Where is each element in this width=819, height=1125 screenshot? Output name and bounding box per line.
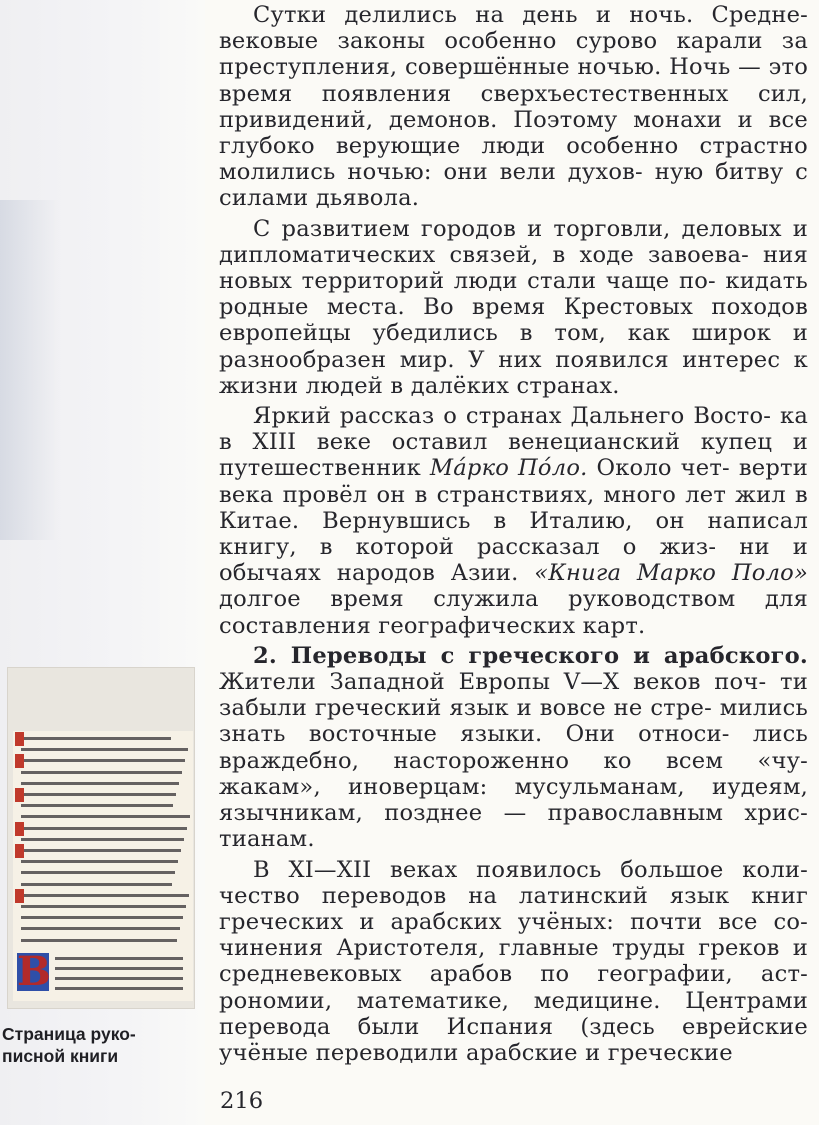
- caption-line-2: писной книги: [2, 1046, 119, 1066]
- manuscript-red-initial: [15, 844, 24, 858]
- main-text: [219, 2, 808, 1066]
- paragraph-marco-polo: Яркий рассказ о странах Дальнего Восто- ка в XIII веке оставил венецианский купец и путешественник Ма́рко По́ло. Около чет- верти века провёл он в странствиях, много лет жил в Китае. Вернувшись в Италию, он написал книгу, в которой рассказал о жиз- ни и обычаях народов Азии. «Книга Марко Поло» долгое время служила руководством для составления географических карт.: [219, 403, 809, 639]
- manuscript-text-line: [21, 916, 183, 919]
- manuscript-text-line: [21, 759, 185, 762]
- manuscript-text-line: [21, 927, 180, 930]
- book-title-end: Поло»: [731, 560, 808, 587]
- manuscript-text-line: [21, 894, 189, 897]
- manuscript-text-line: [21, 905, 186, 908]
- manuscript-text-line: [21, 939, 177, 942]
- paragraph-xi-xii: В XI—XII веках появилось большое коли- чество переводов на латинский язык книг греческих и арабских учёных: почти все со- чинения Аристотеля, главные труды греков и средневековых арабов по географии, аст- рономии, математике, медицине. Центрами перевода были Испания (здесь еврейские учёные переводили арабские и греческие: [219, 856, 808, 1066]
- illuminated-initial: B: [17, 948, 51, 995]
- manuscript-image: [7, 667, 195, 1009]
- manuscript-text-line: [21, 838, 184, 841]
- manuscript-text-line: [21, 871, 175, 874]
- manuscript-text-line: [21, 849, 181, 852]
- manuscript-red-initial: [15, 822, 24, 836]
- manuscript-text-line: [21, 815, 190, 818]
- manuscript-text-line: [21, 827, 187, 830]
- manuscript-text-line: [21, 771, 182, 774]
- manuscript-text-line: [55, 957, 183, 960]
- manuscript-text-line: [21, 804, 173, 807]
- marco-polo-name: Ма́рко По́ло.: [429, 455, 588, 482]
- manuscript-text-line: [21, 793, 176, 796]
- manuscript-text-line: [21, 782, 179, 785]
- manuscript-red-initial: [15, 732, 24, 746]
- margin-bleed: [0, 200, 60, 540]
- manuscript-text-line: [55, 967, 183, 970]
- book-title: «Книга Марко: [534, 560, 717, 587]
- manuscript-red-initial: [15, 754, 24, 768]
- manuscript-text-line: [21, 860, 178, 863]
- manuscript-text-line: [21, 748, 188, 751]
- paragraph-travel: С развитием городов и торговли, деловых и дипломатических связей, в ходе завоева- ния новых территорий люди стали чаще по- кидать родные места. Во время Крестовых походов европейцы убедились в том, как широк и разнообразен мир. У них появился интерес к жизни людей в далёких странах.: [219, 215, 809, 399]
- manuscript-text-line: [55, 977, 183, 980]
- manuscript-page: [13, 731, 193, 1001]
- paragraph-translations: 2. Переводы с греческого и арабского. Жители Западной Европы V—X веков поч- ти забыли греческий язык и вовсе не стре- мились знать восточные языки. Они относи- лись враждебно, настороженно ко всем «чу- жакам», иноверцам: мусульманам, иудеям, язычникам, позднее — православным хрис- тианам.: [219, 642, 808, 853]
- figure-caption: [2, 1023, 202, 1067]
- manuscript-red-initial: [15, 788, 24, 802]
- manuscript-text-line: [21, 883, 172, 886]
- caption-line-1: Страница руко-: [2, 1024, 136, 1044]
- page-number: 216: [220, 1088, 264, 1114]
- manuscript-red-initial: [15, 889, 24, 903]
- manuscript-text-line: [21, 737, 171, 740]
- section-heading: 2. Переводы с греческого и арабского.: [253, 642, 808, 669]
- paragraph-night: Сутки делились на день и ночь. Средне- вековые законы особенно сурово карали за преступления, совершённые ночью. Ночь — это время появления сверхъестественных сил, привидений, демонов. Поэтому монахи и все глубоко верующие люди особенно страстно молились ночью: они вели духов- ную битву с силами дьявола.: [219, 2, 808, 212]
- manuscript-text-line: [55, 987, 183, 990]
